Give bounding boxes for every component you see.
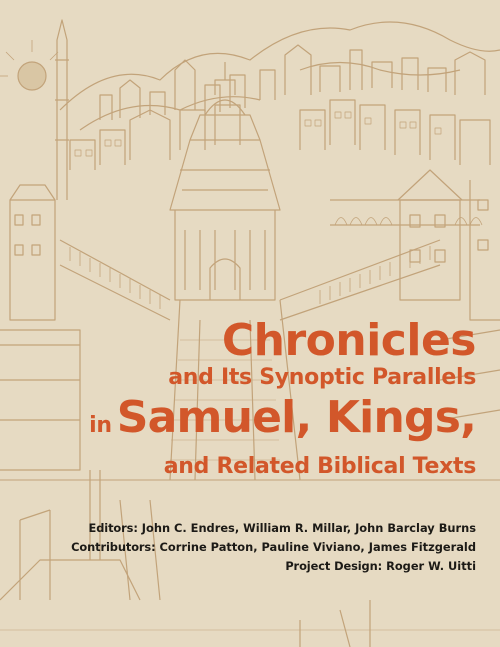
title-row-3 bbox=[6, 393, 476, 452]
editors-names: John C. Endres, William R. Millar, John Barclay Burns bbox=[141, 521, 476, 535]
editors-label: Editors: bbox=[88, 521, 138, 535]
title-samuel-kings: Samuel, Kings, bbox=[116, 392, 476, 443]
title-block bbox=[6, 315, 476, 480]
title-subtitle-2: and Related Biblical Texts bbox=[163, 454, 476, 479]
editors-line bbox=[6, 519, 476, 538]
credits-block bbox=[6, 519, 476, 576]
contributors-label: Contributors: bbox=[71, 540, 156, 554]
design-name: Roger W. Uitti bbox=[386, 559, 476, 573]
title-main: Chronicles bbox=[221, 315, 476, 366]
design-line bbox=[6, 557, 476, 576]
title-subtitle-1: and Its Synoptic Parallels bbox=[168, 365, 476, 390]
title-prefix-in: in bbox=[89, 413, 112, 438]
contributors-names: Corrine Patton, Pauline Viviano, James Fitzgerald bbox=[159, 540, 476, 554]
contributors-line bbox=[6, 538, 476, 557]
design-label: Project Design: bbox=[285, 559, 383, 573]
